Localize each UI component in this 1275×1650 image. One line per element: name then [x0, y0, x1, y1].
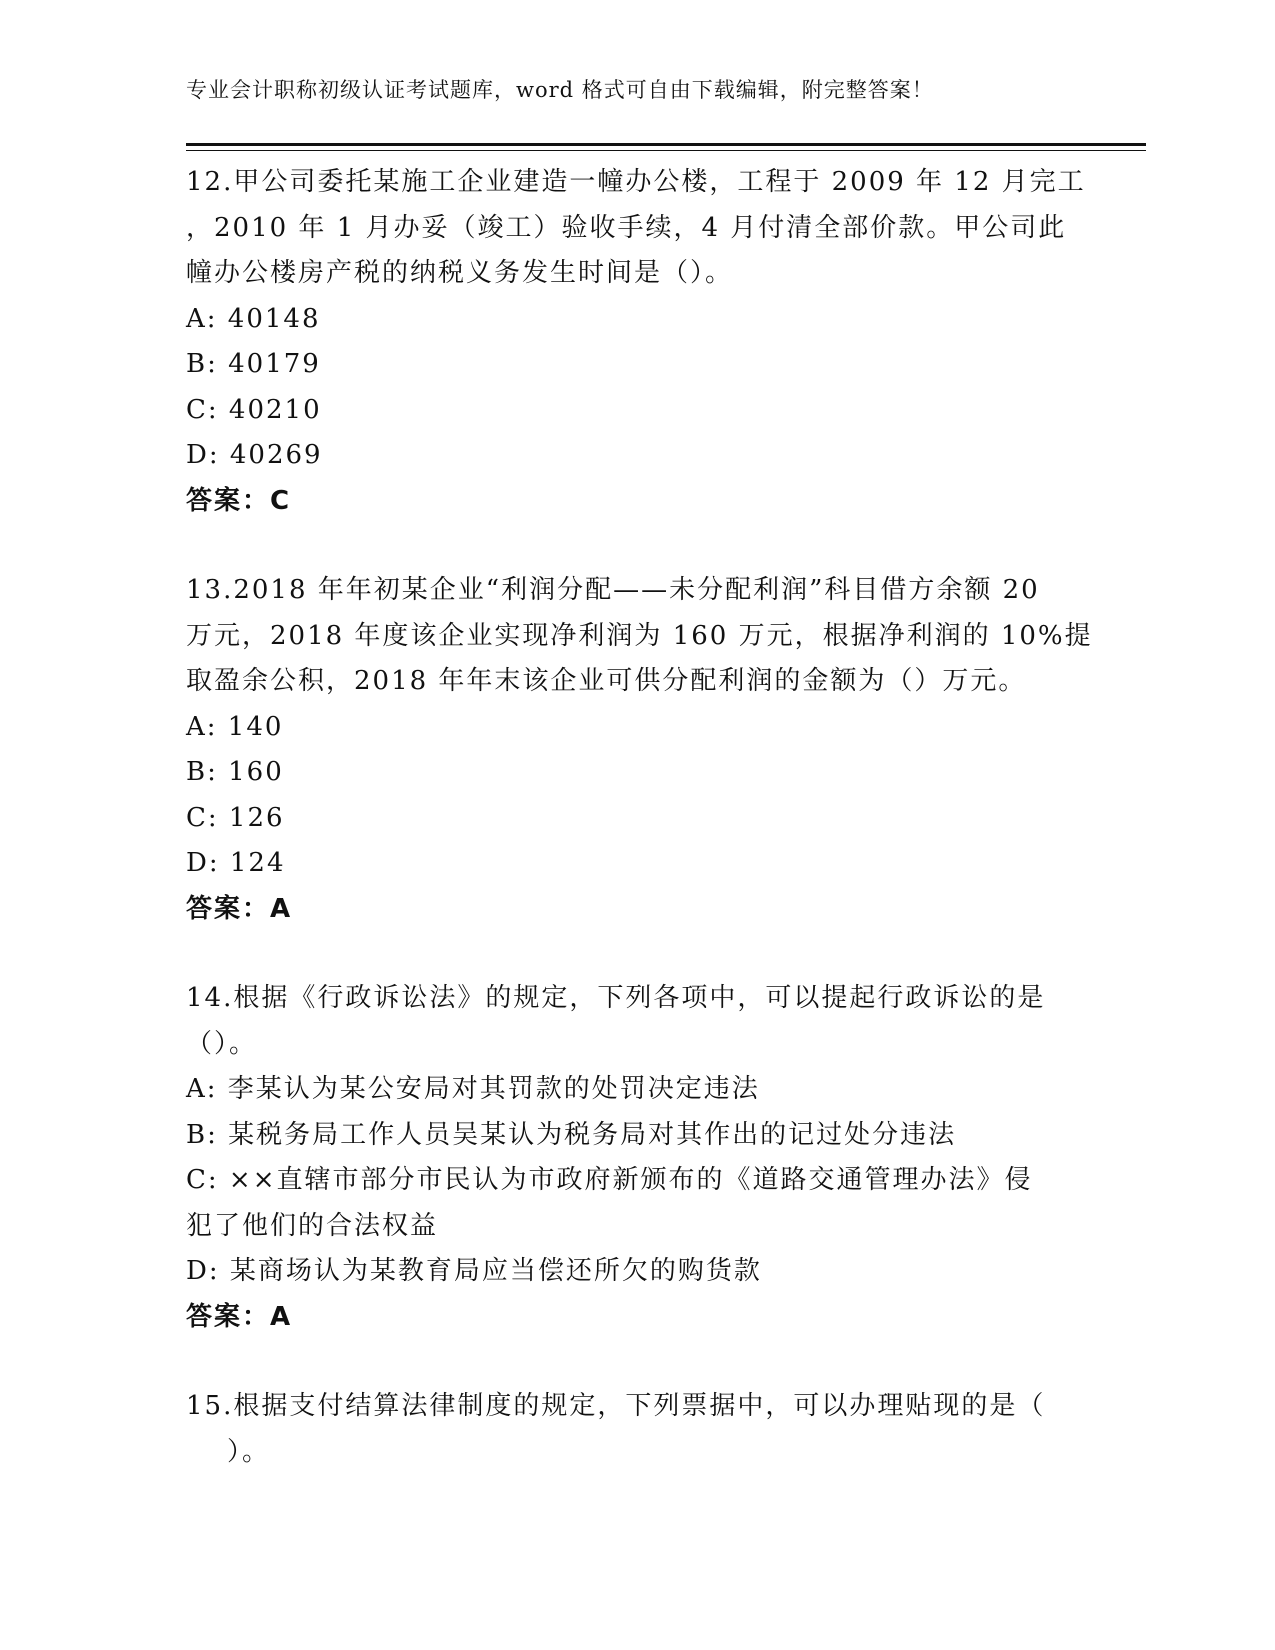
question-text-line: 取盈余公积，2018 年年末该企业可供分配利润的金额为（）万元。 [186, 666, 1027, 696]
answer-label: 答案：C [186, 485, 292, 516]
option-d: D: 某商场认为某教育局应当偿还所欠的购货款 [186, 1256, 762, 1286]
option-c-continued: 犯了他们的合法权益 [186, 1210, 439, 1241]
question-text-line: 15.根据支付结算法律制度的规定，下列票据中，可以办理贴现的是（ [186, 1391, 1046, 1421]
option-b: B: 160 [186, 757, 284, 787]
question-text-line: 12.甲公司委托某施工企业建造一幢办公楼，工程于 2009 年 12 月完工 [186, 167, 1086, 197]
question-text-line: ，2010 年 1 月办妥（竣工）验收手续，4 月付清全部价款。甲公司此 [186, 212, 1067, 243]
page-header: 专业会计职称初级认证考试题库，word 格式可自由下载编辑，附完整答案！ [186, 78, 934, 102]
option-d: D: 124 [186, 848, 286, 878]
header-rule-thick [186, 143, 1146, 146]
answer-label: 答案：A [186, 893, 293, 924]
header-rule-thin [186, 150, 1146, 151]
question-13 [186, 568, 1093, 932]
question-15 [186, 1384, 1076, 1475]
question-14 [186, 976, 1076, 1340]
option-b: B: 40179 [186, 349, 321, 379]
option-a: A: 40148 [186, 303, 321, 334]
question-text-line: ）。 [186, 1436, 271, 1467]
option-c: C: ××直辖市部分市民认为市政府新颁布的《道路交通管理办法》侵 [186, 1165, 1033, 1195]
option-b: B: 某税务局工作人员吴某认为税务局对其作出的记过处分违法 [186, 1119, 957, 1150]
question-list [186, 160, 1093, 1519]
answer-label: 答案：A [186, 1301, 293, 1332]
question-12 [186, 160, 1086, 524]
option-d: D: 40269 [186, 440, 323, 470]
question-text-line: 14.根据《行政诉讼法》的规定，下列各项中，可以提起行政诉讼的是 [186, 983, 1046, 1013]
question-text-line: 13.2018 年年初某企业“利润分配——未分配利润”科目借方余额 20 [186, 575, 1040, 605]
option-a: A: 李某认为某公安局对其罚款的处罚决定违法 [186, 1074, 760, 1104]
question-text-line: （）。 [186, 1028, 258, 1059]
question-text-line: 万元，2018 年度该企业实现净利润为 160 万元，根据净利润的 10%提 [186, 620, 1093, 651]
question-text-line: 幢办公楼房产税的纳税义务发生时间是（）。 [186, 258, 734, 288]
option-a: A: 140 [186, 711, 284, 742]
option-c: C: 40210 [186, 394, 322, 425]
option-c: C: 126 [186, 802, 285, 833]
